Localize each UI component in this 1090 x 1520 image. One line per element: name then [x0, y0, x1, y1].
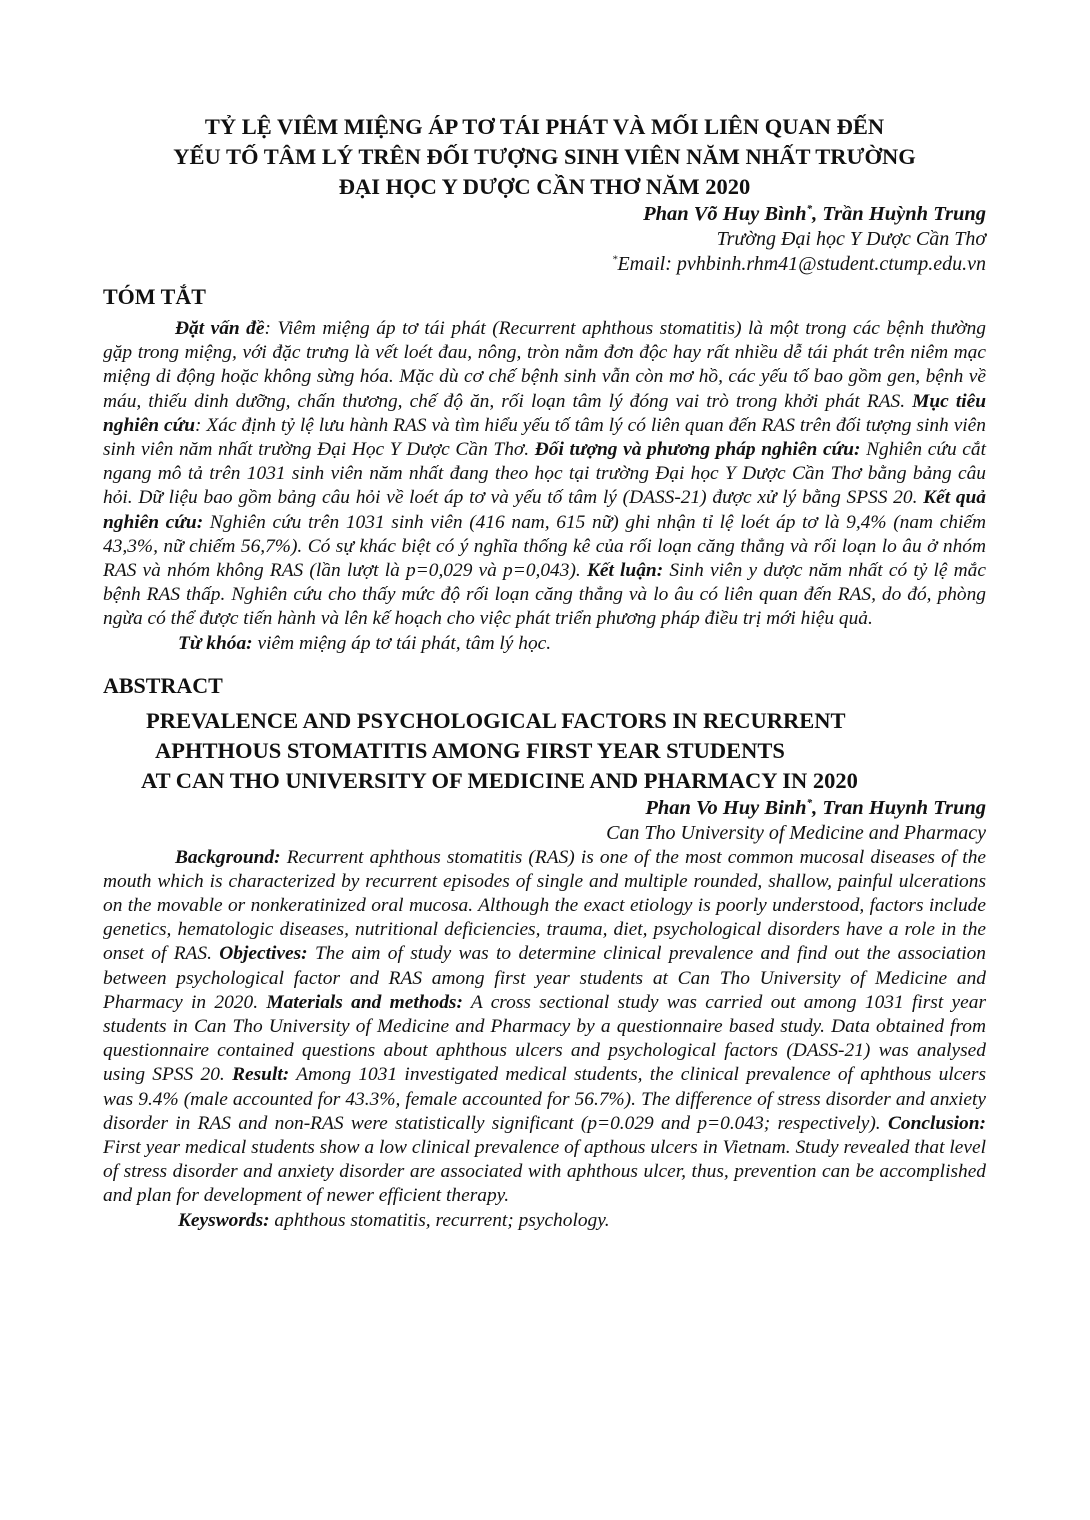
email-mark: * — [611, 253, 618, 266]
author-name: Trần Huỳnh Trung — [822, 203, 986, 225]
vietnamese-abstract — [103, 317, 986, 632]
abstract-text-results: Nghiên cứu trên 1031 sinh viên (416 nam, 615 nữ) ghi nhận tỉ lệ loét áp tơ là 9,4% (nam chiếm 43,3%, nữ chiếm 56,7%). Có sự khác biệt có ý nghĩa thống kê của rối loạn căng thẳng và rối loạn lo âu ở nhóm RAS và nhóm không RAS (lần lượt là p=0,029 và p=0,043). — [103, 511, 986, 582]
author-name: Phan Vo Huy Binh — [645, 796, 807, 819]
keywords-label: Từ khóa: — [178, 632, 253, 654]
abstract-text-results: Among 1031 investigated medical students, the clinical prevalence of aphthous ulcers was 9.4% (male accounted for 43.3%, female accounted for 56.7%). The difference of stress disorder and anxiety disorder in RAS and non-RAS were statistically significant (p=0.029 and p=0.043; respectively). — [103, 1064, 986, 1134]
english-title-line: APHTHOUS STOMATITIS AMONG FIRST YEAR STUDENTS — [155, 737, 785, 763]
corresponding-mark: * — [806, 203, 813, 216]
abstract-label-background: Background: — [175, 846, 281, 868]
abstract-label-methods: Materials and methods: — [266, 991, 463, 1013]
abstract-label-background: Đặt vấn đề — [175, 318, 265, 339]
abstract-label-objective: Mục tiêu nghiên cứu — [103, 390, 986, 436]
abstract-text-objective: The aim of study was to determine clinical prevalence and find out the association between psychological factor and RAS among first year students at Can Tho University of Medicine and Pharmacy in 2020. — [103, 943, 986, 1013]
vietnamese-title-line: TỶ LỆ VIÊM MIỆNG ÁP TƠ TÁI PHÁT VÀ MỐI LIÊN QUAN ĐẾN — [204, 114, 885, 139]
abstract-text-conclusion: Sinh viên y dược năm nhất có tỷ lệ mắc bệnh RAS thấp. Nghiên cứu cho thấy mức độ rối loạn căng thẳng và lo âu có liên quan đến RAS, do đó, phòng ngừa có thể được tiến hành và lên kế hoạch cho việc phát triển phương pháp điều trị mới hiệu quả. — [103, 560, 986, 630]
abstract-text-background: : Viêm miệng áp tơ tái phát (Recurrent aphthous stomatitis) là một trong các bệnh thường gặp trong miệng, với đặc trưng là vết loét đau, nông, tròn nằm đơn độc hay rất nhiều dễ tái phát trên niêm mạc miệng di động hoặc không sừng hóa. Mặc dù cơ chế bệnh sinh vẫn còn mơ hồ, các yếu tố bao gồm gen, bệnh về máu, thiếu dinh dưỡng, chấn thương, chế độ ăn, rối loạn tâm lý đóng vai trò trong khởi phát RAS. — [103, 318, 987, 412]
vietnamese-keywords — [103, 632, 986, 656]
abstract-text-methods: A cross sectional study was carried out among 1031 first year students in Can Tho University of Medicine and Pharmacy by a questionnaire based study. Data obtained from questionnaire contained questions about aphthous ulcers and psychological factors (DASS-21) was analysed using SPSS 20. — [103, 991, 987, 1086]
abstract-label-results: Result: — [232, 1064, 290, 1086]
abstract-label-conclusion: Conclusion: — [887, 1112, 986, 1134]
english-keywords — [103, 1209, 986, 1233]
author-name: Phan Võ Huy Bình — [643, 203, 807, 225]
vietnamese-title-line: ĐẠI HỌC Y DƯỢC CẦN THƠ NĂM 2020 — [338, 174, 751, 199]
english-affiliation: Can Tho University of Medicine and Pharmacy — [606, 821, 986, 844]
keywords-text: aphthous stomatitis, recurrent; psychology. — [269, 1209, 610, 1231]
english-title-line: PREVALENCE AND PSYCHOLOGICAL FACTORS IN RECURRENT — [146, 707, 846, 733]
english-abstract — [103, 846, 986, 1209]
keywords-text: viêm miệng áp tơ tái phát, tâm lý học. — [252, 632, 552, 654]
english-title-line: AT CAN THO UNIVERSITY OF MEDICINE AND PHARMACY IN 2020 — [141, 767, 858, 793]
vietnamese-title — [103, 112, 986, 202]
abstract-text-conclusion: First year medical students show a low clinical prevalence of apthous ulcers in Vietnam. Study revealed that level of stress disorder and anxiety disorder are associated with aphthous ulcer, thus, prevention can be accomplished and plan for development of newer efficient therapy. — [103, 1137, 986, 1207]
email-line — [103, 252, 986, 277]
keywords-label: Keyswords: — [178, 1209, 270, 1231]
author-separator: , — [812, 796, 823, 819]
english-authors — [103, 796, 986, 821]
author-separator: , — [812, 203, 823, 225]
abstract-label-methods: Đối tượng và phương pháp nghiên cứu: — [534, 439, 861, 461]
vietnamese-authors — [103, 202, 986, 227]
corresponding-mark: * — [806, 796, 813, 809]
abstract-label-conclusion: Kết luận: — [586, 560, 664, 582]
author-name: Tran Huynh Trung — [822, 796, 986, 819]
vietnamese-affiliation: Trường Đại học Y Dược Cần Thơ — [716, 228, 986, 250]
abstract-label-objective: Objectives: — [219, 943, 308, 965]
section-heading-tom-tat: TÓM TẮT — [103, 284, 206, 309]
email-address[interactable]: Email: pvhbinh.rhm41@student.ctump.edu.vn — [617, 253, 986, 275]
abstract-text-objective: : Xác định tỷ lệ lưu hành RAS và tìm hiểu yếu tố tâm lý có liên quan đến RAS trên đối tượng sinh viên sinh viên năm nhất trường Đại Học Y Dược Cần Thơ. — [103, 414, 986, 461]
abstract-text-background: Recurrent aphthous stomatitis (RAS) is one of the most common mucosal diseases of the mouth which is characterized by recurrent episodes of single and multiple rounded, shallow, painful ulcerations on the movable or nonkeratinized oral mucosa. Although the exact etiology is poorly understood, factors include genetics, hematologic diseases, nutritional deficiencies, trauma, diet, psychological disorders have a role in the onset of RAS. — [103, 846, 986, 965]
section-heading-abstract: ABSTRACT — [103, 672, 223, 698]
abstract-label-results: Kết quả nghiên cứu: — [103, 487, 986, 533]
vietnamese-title-line: YẾU TỐ TÂM LÝ TRÊN ĐỐI TƯỢNG SINH VIÊN NĂM NHẤT TRƯỜNG — [173, 144, 916, 169]
english-title — [103, 706, 986, 796]
abstract-text-methods: Nghiên cứu cắt ngang mô tả trên 1031 sinh viên năm nhất đang theo học tại trường Đại học Y Dược Cần Thơ bằng bảng câu hỏi. Dữ liệu bao gồm bảng câu hỏi về loét áp tơ và yếu tố tâm lý (DASS-21) được xử lý bằng SPSS 20. — [103, 439, 986, 509]
paper-page — [103, 112, 986, 1233]
